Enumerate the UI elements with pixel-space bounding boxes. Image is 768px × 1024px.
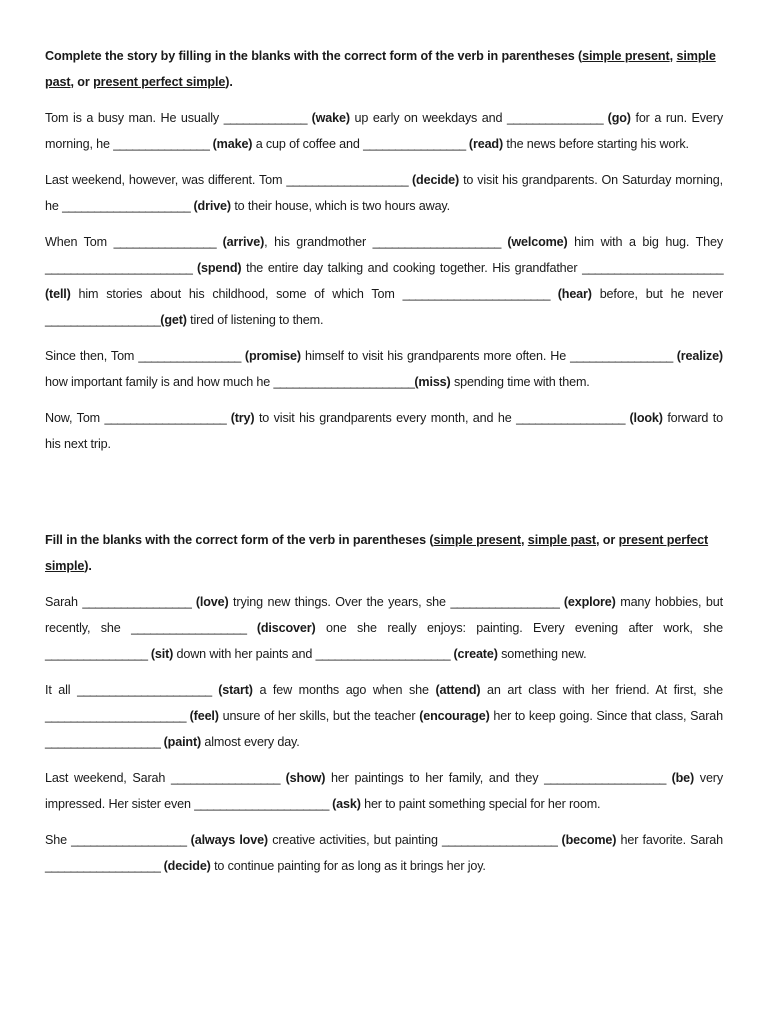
verb-prompt: (decide) [412, 173, 460, 187]
story-text: how important family is and how much he [45, 375, 274, 389]
story-text: the news before starting his work. [503, 137, 689, 151]
story-paragraph [45, 405, 723, 457]
verb-prompt: (try) [230, 411, 255, 425]
verb-prompt: (show) [285, 771, 326, 785]
verb-prompt: (read) [468, 137, 504, 151]
verb-prompt: (promise) [244, 349, 301, 363]
answer-blank[interactable]: _____________________ [77, 683, 212, 697]
story-paragraph [45, 827, 723, 879]
exercise-1-instruction [45, 43, 723, 95]
story-paragraph [45, 343, 723, 395]
answer-blank[interactable]: __________________ [45, 859, 161, 873]
verb-prompt: (arrive) [222, 235, 265, 249]
story-text: It all [45, 683, 78, 697]
answer-blank[interactable]: ________________ [138, 349, 241, 363]
answer-blank[interactable]: _________________ [450, 595, 560, 609]
story-text: before, but he never [591, 287, 723, 301]
story-text: spending time with them. [450, 375, 590, 389]
story-text: tired of listening to them. [186, 313, 324, 327]
tense-present-perfect-simple: present perfect simple [45, 533, 709, 573]
story-paragraph [45, 105, 723, 157]
story-text: up early on weekdays and [349, 111, 507, 125]
instruction-tail: ). [225, 75, 233, 89]
verb-prompt: (ask) [332, 797, 361, 811]
story-text: Tom is a busy man. He usually [45, 111, 224, 125]
verb-prompt: (become) [561, 833, 617, 847]
story-text: something new. [497, 647, 587, 661]
story-text: to visit his grandparents every month, and he [254, 411, 517, 425]
story-text: almost every day. [201, 735, 300, 749]
verb-prompt: (love) [195, 595, 229, 609]
verb-prompt: (explore) [563, 595, 616, 609]
answer-blank[interactable]: _______________ [506, 111, 604, 125]
exercise-2 [45, 527, 723, 889]
verb-prompt: (decide) [163, 859, 211, 873]
story-text [246, 621, 256, 635]
verb-prompt: (create) [453, 647, 498, 661]
answer-blank[interactable]: ____________________ [62, 199, 191, 213]
story-text: her paintings to her family, and they [325, 771, 545, 785]
story-text: forward to his next trip. [45, 411, 723, 451]
exercise-2-instruction [45, 527, 723, 579]
story-text: her to keep going. Since that class, Sarah [489, 709, 723, 723]
answer-blank[interactable]: _____________________ [315, 647, 451, 661]
story-text: him with a big hug. They [567, 235, 723, 249]
verb-prompt: (go) [607, 111, 631, 125]
answer-blank[interactable]: _________________ [82, 595, 192, 609]
verb-prompt: (welcome) [507, 235, 568, 249]
verb-prompt: (paint) [163, 735, 202, 749]
verb-prompt: (miss) [414, 375, 451, 389]
answer-blank[interactable]: ________________ [363, 137, 466, 151]
story-text: to visit his grandparents. On Saturday morning, he [45, 173, 723, 213]
story-text [216, 235, 223, 249]
story-text: to continue painting for as long as it brings her joy. [210, 859, 486, 873]
story-paragraph [45, 677, 723, 755]
answer-blank[interactable]: __________________ [71, 833, 187, 847]
answer-blank[interactable]: ___________________ [544, 771, 666, 785]
verb-prompt: (realize) [676, 349, 723, 363]
story-paragraph [45, 229, 723, 333]
answer-blank[interactable]: _______________________ [45, 261, 193, 275]
answer-blank[interactable]: _______________________ [402, 287, 550, 301]
answer-blank[interactable]: ____________________ [372, 235, 501, 249]
answer-blank[interactable]: __________________ [442, 833, 558, 847]
answer-blank[interactable]: ______________________ [582, 261, 723, 275]
instruction-tail: ). [84, 559, 92, 573]
verb-prompt: (attend) [435, 683, 481, 697]
story-text: She [45, 833, 72, 847]
verb-prompt: (drive) [193, 199, 231, 213]
story-text: down with her paints and [173, 647, 316, 661]
answer-blank[interactable]: __________________ [45, 735, 161, 749]
answer-blank[interactable]: _________________ [516, 411, 625, 425]
instruction-separator: , or [70, 75, 94, 89]
instruction-text: Fill in the blanks with the correct form of the verb in parentheses ( [45, 533, 434, 547]
verb-prompt: (look) [629, 411, 663, 425]
instruction-separator: , or [596, 533, 619, 547]
story-paragraph [45, 589, 723, 667]
story-text: Since then, Tom [45, 349, 139, 363]
verb-prompt: (wake) [311, 111, 350, 125]
verb-prompt: (discover) [256, 621, 316, 635]
tense-simple-past: simple past [45, 49, 716, 89]
story-text: the entire day talking and cooking together. His grandfather [241, 261, 583, 275]
story-text: to their house, which is two hours away. [230, 199, 450, 213]
exercise-1 [45, 43, 723, 467]
verb-prompt: (start) [218, 683, 253, 697]
story-paragraph [45, 765, 723, 817]
verb-prompt: (get) [160, 313, 187, 327]
story-text: unsure of her skills, but the teacher [218, 709, 420, 723]
verb-prompt: (feel) [189, 709, 219, 723]
answer-blank[interactable]: ______________________ [45, 709, 186, 723]
story-text: for a run. Every morning, he [45, 111, 723, 151]
verb-prompt: (sit) [150, 647, 174, 661]
story-text: , his grandmother [264, 235, 373, 249]
answer-blank[interactable]: ___________________ [104, 411, 227, 425]
verb-prompt: (spend) [196, 261, 242, 275]
story-text: himself to visit his grandparents more often. He [300, 349, 571, 363]
story-text: very impressed. Her sister even [45, 771, 723, 811]
verb-prompt: (encourage) [419, 709, 490, 723]
story-text [550, 287, 558, 301]
instruction-separator: , [520, 533, 528, 547]
story-text: Sarah [45, 595, 83, 609]
story-text: When Tom [45, 235, 114, 249]
story-text: Last weekend, however, was different. Tom [45, 173, 287, 187]
answer-blank[interactable]: _____________ [223, 111, 307, 125]
story-text: her to paint something special for her room. [360, 797, 601, 811]
answer-blank[interactable]: __________________ [131, 621, 247, 635]
instruction-text: Complete the story by filling in the blanks with the correct form of the verb in parentheses ( [45, 49, 583, 63]
answer-blank[interactable]: _________________ [170, 771, 280, 785]
answer-blank[interactable]: ________________ [45, 647, 148, 661]
verb-prompt: (be) [671, 771, 695, 785]
story-text: Last weekend, Sarah [45, 771, 171, 785]
verb-prompt: (make) [212, 137, 253, 151]
tense-simple-present: simple present [433, 533, 521, 547]
story-text: him stories about his childhood, some of which Tom [70, 287, 403, 301]
answer-blank[interactable]: _______________ [113, 137, 210, 151]
verb-prompt: (hear) [557, 287, 592, 301]
tense-simple-past: simple past [527, 533, 596, 547]
answer-blank[interactable]: ________________ [570, 349, 673, 363]
verb-prompt: (always love) [190, 833, 268, 847]
answer-blank[interactable]: ______________________ [273, 375, 415, 389]
answer-blank[interactable]: ________________ [113, 235, 217, 249]
instruction-separator: , [669, 49, 677, 63]
story-text: an art class with her friend. At first, she [480, 683, 723, 697]
answer-blank[interactable]: _____________________ [194, 797, 329, 811]
story-text: a few months ago when she [252, 683, 436, 697]
story-text: a cup of coffee and [252, 137, 364, 151]
tense-simple-present: simple present [582, 49, 670, 63]
story-text: creative activities, but painting [267, 833, 443, 847]
answer-blank[interactable]: ___________________ [286, 173, 409, 187]
tense-present-perfect-simple: present perfect simple [93, 75, 226, 89]
story-text: many hobbies, but recently, she [45, 595, 723, 635]
answer-blank[interactable]: __________________ [45, 313, 161, 327]
story-text: trying new things. Over the years, she [228, 595, 451, 609]
story-text: Now, Tom [45, 411, 105, 425]
story-text: one she really enjoys: painting. Every evening after work, she [315, 621, 723, 635]
story-text: her favorite. Sarah [616, 833, 724, 847]
story-paragraph [45, 167, 723, 219]
verb-prompt: (tell) [45, 287, 71, 301]
